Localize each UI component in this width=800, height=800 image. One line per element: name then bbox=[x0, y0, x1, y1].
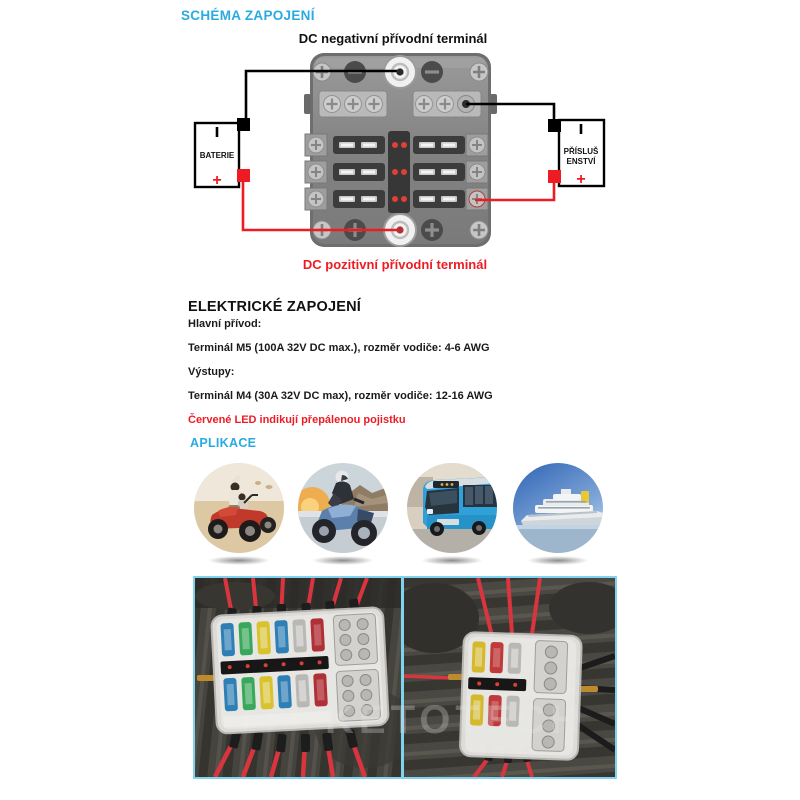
battery-pos-connector bbox=[237, 169, 250, 182]
battery-neg-connector bbox=[237, 118, 250, 131]
fuse-box bbox=[304, 53, 497, 247]
schema-heading: SCHÉMA ZAPOJENÍ bbox=[181, 8, 315, 23]
accessory-label-line2: ENSTVÍ bbox=[566, 157, 596, 166]
positive-stud-center bbox=[396, 226, 403, 233]
accessory-plus-mark: + bbox=[576, 171, 586, 188]
fuse-box-6way bbox=[460, 632, 582, 760]
cruise-ship-photo bbox=[513, 463, 603, 553]
circle-shadow bbox=[527, 556, 589, 565]
output-terminal-strip-left bbox=[319, 91, 387, 117]
fuse-box-12way bbox=[211, 607, 389, 734]
fuses-row-top bbox=[472, 641, 522, 674]
dc-positive-label: DC pozitivní přívodní terminál bbox=[302, 257, 488, 272]
battery-plus-mark: + bbox=[212, 172, 222, 189]
negative-stud-center bbox=[396, 68, 403, 75]
circle-shadow bbox=[421, 556, 483, 565]
motorcycle-photo bbox=[298, 463, 388, 553]
circle-shadow bbox=[208, 556, 270, 565]
circle-shadow bbox=[312, 556, 374, 565]
wiring-diagram bbox=[180, 45, 640, 295]
dc-negative-label: DC negativní přívodní terminál bbox=[298, 31, 488, 46]
atv-quad-bike-photo bbox=[194, 463, 284, 553]
electrical-line: Hlavní přívod: bbox=[188, 318, 262, 330]
red-wire-left bbox=[404, 676, 450, 678]
electrical-heading: ELEKTRICKÉ ZAPOJENÍ bbox=[188, 299, 361, 315]
battery-box bbox=[195, 118, 250, 189]
installation-photos bbox=[193, 576, 617, 779]
applications-heading: APLIKACE bbox=[190, 436, 257, 450]
battery-label: BATERIE bbox=[199, 151, 235, 160]
electrical-line: Výstupy: bbox=[188, 366, 235, 378]
brass-terminal-pin bbox=[197, 675, 215, 681]
brass-terminal-pin bbox=[580, 686, 598, 692]
electrical-section bbox=[188, 299, 618, 426]
fuse-box-installed-photo-12way bbox=[195, 578, 401, 777]
fuses-row-bottom bbox=[470, 694, 520, 727]
photo-watermark: KETOTECH bbox=[325, 698, 585, 742]
accessory-pos-connector bbox=[548, 170, 561, 183]
city-bus-photo bbox=[407, 463, 497, 553]
led-indicator-strip bbox=[388, 131, 410, 213]
led-strip bbox=[468, 677, 526, 691]
fuse-box-installed-photo-6way bbox=[404, 578, 615, 777]
accessory-box bbox=[548, 119, 604, 188]
electrical-line: Terminál M5 (100A 32V DC max.), rozměr vodiče: 4-6 AWG bbox=[188, 342, 490, 354]
electrical-line: Terminál M4 (30A 32V DC max), rozměr vodiče: 12-16 AWG bbox=[188, 390, 493, 402]
accessory-neg-connector bbox=[548, 119, 561, 132]
electrical-line-led-warning: Červené LED indikují přepálenou pojistku bbox=[188, 414, 406, 426]
accessory-label-line1: PŘÍSLUŠ bbox=[563, 147, 599, 156]
